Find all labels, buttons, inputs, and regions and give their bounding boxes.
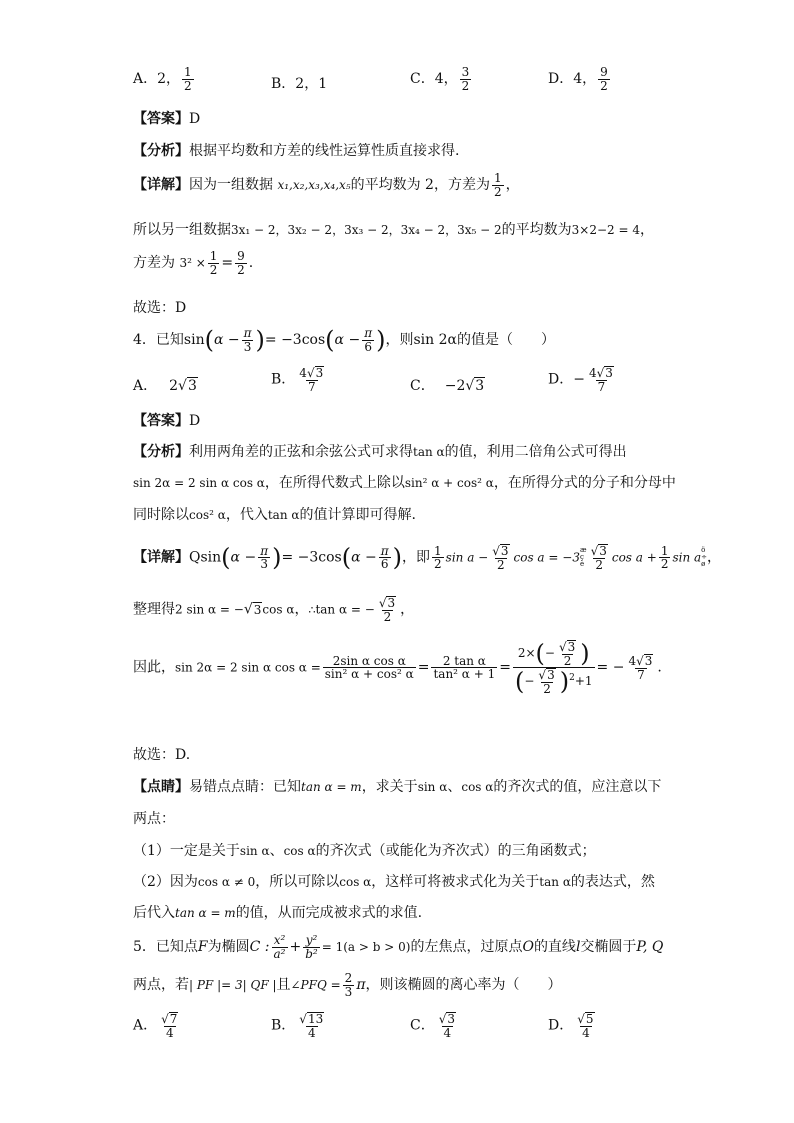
q3-choice: 故选：D xyxy=(133,300,187,316)
q5-option-c: C． $\frac{√3}{4}$ xyxy=(410,1012,456,1040)
q3-option-c: C．4， $\frac{3}{2}$ xyxy=(410,65,470,93)
q4-note-line5: 后代入tan α = m的值，从而完成被求式的求值. xyxy=(133,905,423,921)
q5-stem-line1: 5．已知点F为椭圆C : $\frac{\text{x²}}{\text{a²}}$ + $\frac{\text{y²}}{\text{b²}}$ = 1(a > b > 0)的左焦点，过原点O的直线l交椭圆于P, Q xyxy=(133,933,664,961)
q4-stem: 4．已知sin(α − $\frac{\pi}{3}$ )= −3cos(α − $\frac{\pi}{6}$ )，则sin 2α的值是（ ） xyxy=(133,326,555,355)
q3-option-d: D．4， $\frac{9}{2}$ xyxy=(548,65,608,93)
fraction: $\frac{9}{2}$ xyxy=(600,65,608,93)
q4-analysis-line2: sin 2α = 2 sin α cos α，在所得代数式上除以sin² α + cos² α，在所得分式的分子和分母中 xyxy=(133,475,676,491)
q3-detail-line2: 所以另一组数据3x₁ − 2，3x₂ − 2，3x₃ − 2，3x₄ − 2，3x₅ − 2的平均数为3×2−2 = 4， xyxy=(133,222,655,238)
q4-detail-line2: 整理得2 sin α = −√3cos α，∴tan α = − $\frac{√3}{2}$ ， xyxy=(133,596,415,624)
q4-analysis-line3: 同时除以cos² α，代入tan α的值计算即可得解. xyxy=(133,507,416,523)
q4-note-line4: （2）因为cos α ≠ 0，所以可除以cos α，这样可将被求式化为关于tan α的表达式，然 xyxy=(133,874,655,890)
q3-answer: 【答案】D xyxy=(133,111,201,127)
q4-detail-line1: 【详解】Qsin(α − $\frac{\pi}{3}$ )= −3cos(α − $\frac{\pi}{6}$ )，即 $\frac{1}{2}$ sin a − $\frac{√3}{2}$ cos a = −3æ ç è $\frac{√3}{2}$ cos a + $\frac{1}{2}$ sin aö ÷ ø ， xyxy=(133,543,722,572)
fraction: $\frac{3}{2}$ xyxy=(461,65,470,93)
q4-note-line1: 【点睛】易错点点睛：已知tan α = m，求关于sin α、cos α的齐次式的值，应注意以下 xyxy=(133,779,662,795)
q4-option-d: D．− $\frac{4√3}{7}$ xyxy=(548,366,613,394)
q4-option-c: C． −2√3 xyxy=(410,378,485,394)
q3-analysis: 【分析】根据平均数和方差的线性运算性质直接求得. xyxy=(133,143,460,159)
q3-detail-line3: 方差为 3² × $\frac{1}{2}$ = $\frac{9}{2}$ . xyxy=(133,249,254,277)
q3-option-a: A．2， $\frac{1}{2}$ xyxy=(133,65,192,93)
q5-option-a: A． $\frac{√7}{4}$ xyxy=(133,1012,178,1040)
q4-note-line3: （1）一定是关于sin α、cos α的齐次式（或能化为齐次式）的三角函数式； xyxy=(133,843,596,859)
q3-detail-line1: 【详解】因为一组数据 x₁,x₂,x₃,x₄,x₅的平均数为 2，方差为 $\frac{1}{2}$ ， xyxy=(133,171,520,199)
q4-detail-line3: 因此，sin 2α = 2 sin α cos α = $\frac{\text{2sin α cos α}}{\text{sin² α + cos² α}}$ = $\frac{\text{2 tan α}}{\text{tan² α + 1}}$ = 2×(− $\frac{√3}{2}$ ) (− $\frac{√3}{2}$ )$^2$+1 = − $\frac{4√3}{7}$ . xyxy=(133,639,662,696)
q4-choice: 故选：D. xyxy=(133,747,191,763)
q5-option-b: B． $\frac{√13}{4}$ xyxy=(271,1012,324,1040)
fraction: $\frac{1}{2}$ xyxy=(184,65,192,93)
q5-option-d: D． $\frac{√5}{4}$ xyxy=(548,1012,594,1040)
q5-stem-line2: 两点，若| PF |= 3| QF |且∠PFQ = $\frac{2}{3}$ π，则该椭圆的离心率为（ ） xyxy=(133,971,562,999)
q4-answer: 【答案】D xyxy=(133,413,201,429)
q4-note-line2: 两点： xyxy=(133,811,175,827)
q3-option-b: B．2，1 xyxy=(271,76,328,92)
q4-analysis-line1: 【分析】利用两角差的正弦和余弦公式可求得tan α的值，利用二倍角公式可得出 xyxy=(133,444,627,460)
q4-option-a: A． 2√3 xyxy=(133,378,197,394)
q4-option-b: B． $\frac{4√3}{7}$ xyxy=(271,366,324,394)
